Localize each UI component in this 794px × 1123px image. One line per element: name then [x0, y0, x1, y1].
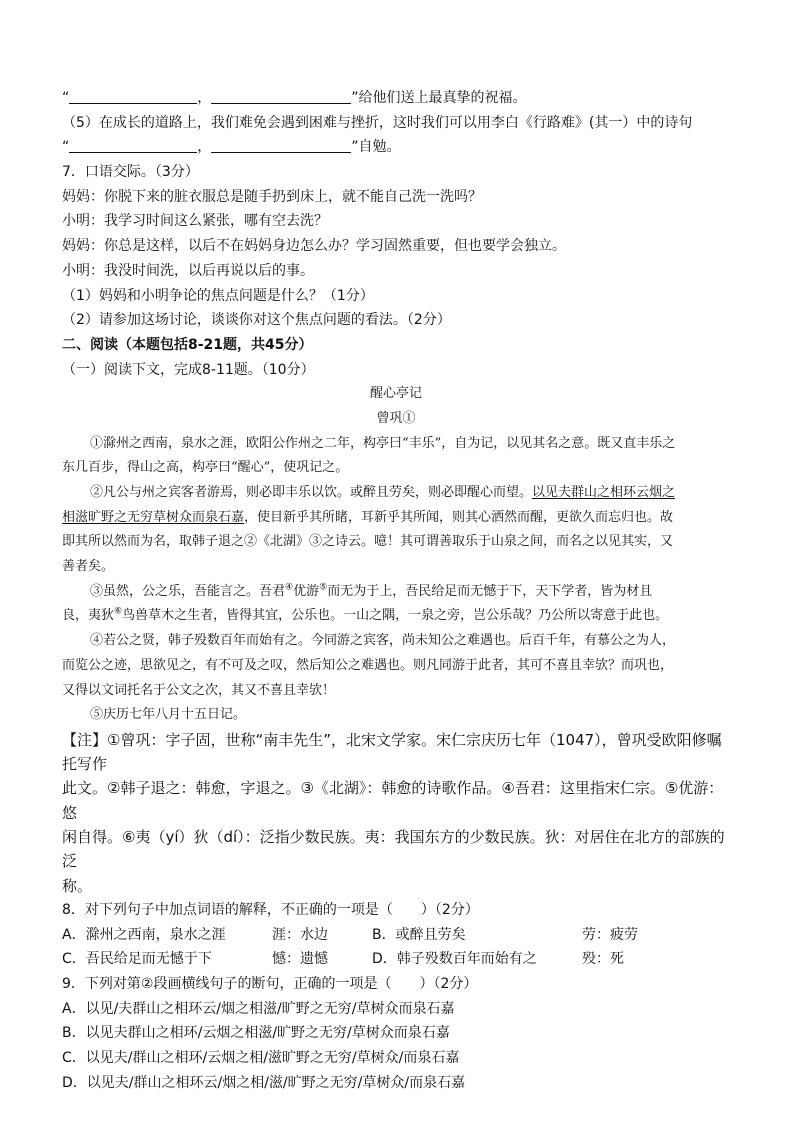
para-3-text: 优游	[293, 583, 320, 599]
para-2-cont	[62, 506, 730, 531]
q6-line-1	[62, 86, 730, 111]
note-line: 闲自得。⑥夷（yí）狄（dí）：泛指少数民族。夷：我国东方的少数民族。狄：对居住在北方的部族的泛	[62, 828, 725, 871]
comma: ，	[197, 139, 212, 156]
dialog-line: 妈妈：你总是这样，以后不在妈妈身边怎么办？学习固然重要，但也要学会独立。	[62, 238, 566, 255]
exam-page	[62, 86, 730, 1095]
answer-blank[interactable]	[69, 87, 197, 104]
article-author: 曾巩①	[376, 410, 416, 426]
option-c-gloss: 憾：遗憾	[272, 951, 328, 968]
para-2	[62, 481, 730, 506]
option-d-gloss: 殁：死	[582, 951, 624, 968]
para-4: ④若公之贤，韩子殁数百年而始有之。今同游之宾客，尚未知公之难遇也。后百千年，有慕公之为人，	[90, 633, 676, 649]
article-body	[62, 432, 730, 728]
option-a[interactable]: A．以见/夫群山之相环云/烟之相滋/旷野之无穷/草树众而泉石嘉	[62, 1000, 455, 1017]
q9-stem: 9．下列对第②段画横线句子的断句，正确的一项是（ ）（2分）	[62, 976, 478, 993]
para-3-text: 良，夷狄	[62, 608, 115, 624]
article-title: 醒心亭记	[369, 386, 422, 402]
option-b-gloss: 劳：疲劳	[582, 926, 638, 943]
note-line: 称。	[62, 876, 93, 895]
q8-stem: 8．对下列句子中加点词语的解释，不正确的一项是（ ）（2分）	[62, 901, 479, 918]
open-quote: “	[62, 139, 70, 156]
q6-tail: ”给他们送上最真挚的祝福。	[351, 90, 527, 106]
note-line: 此文。②韩子退之：韩愈，字退之。③《北湖》：韩愈的诗歌作品。④吾君：这里指宋仁宗。⑤优游：悠	[62, 779, 724, 822]
para-2-text: ，使目新乎其所睹，耳新乎其所闻，则其心洒然而醒，更欲久而忘归也。故	[244, 509, 674, 525]
option-a[interactable]: A．滁州之西南，泉水之涯	[62, 926, 226, 943]
para-2-cont: 善者矣。	[62, 559, 115, 575]
part-heading: （一）阅读下文，完成8-11题。（10分）	[62, 361, 315, 378]
footnotes	[62, 728, 730, 898]
para-3-text: 鸟兽草木之生者，皆得其宜，公乐也。一山之隅，一泉之旁，岂公乐哉？乃公所以寄意于此也。	[122, 608, 669, 624]
para-3-text: 而无为于上，吾民给足而无憾于下，天下学者，皆为材且	[327, 583, 653, 599]
option-b[interactable]: B．或醉且劳矣	[372, 926, 466, 943]
answer-blank[interactable]	[211, 87, 351, 104]
dialog-line: 妈妈：你脱下来的脏衣服总是随手扔到床上，就不能自己洗一洗吗？	[62, 188, 482, 205]
section-heading: 二、阅读（本题包括8-21题，共45分）	[62, 336, 313, 353]
option-b[interactable]: B．以见夫群山之相环/云烟之相滋/旷野之无穷/草树众而泉石嘉	[62, 1025, 450, 1042]
para-4-cont: 又得以文词托名于公文之次，其又不喜且幸欤！	[62, 682, 336, 698]
para-2-cont: 即其所以然而为名，取韩子退之②《北湖》③之诗云。噫！其可谓善取乐于山泉之间，而名之以见其实，又	[62, 534, 674, 550]
answer-blank[interactable]	[211, 136, 351, 153]
q6-sub5: （5）在成长的道路上，我们难免会遇到困难与挫折，这时我们可以用李白《行路难》(其一）中的诗句	[62, 114, 693, 131]
option-c[interactable]: C．吾民给足而无憾于下	[62, 951, 212, 968]
dialog-line: 小明：我学习时间这么紧张，哪有空去洗？	[62, 213, 328, 230]
dialog-line: 小明：我没时间洗，以后再说以后的事。	[62, 262, 314, 279]
option-c[interactable]: C．以见夫/群山之相环/云烟之相/滋旷野之无穷/草树众/而泉石嘉	[62, 1050, 460, 1067]
para-3	[62, 580, 730, 605]
open-quote: “	[62, 90, 70, 106]
para-4-cont: 而览公之迹，思欲见之，有不可及之叹，然后知公之难遇也。则凡同游于此者，其可不喜且幸欤？而巩也，	[62, 657, 674, 673]
q7-sub2: （2）请参加这场讨论，谈谈你对这个焦点问题的看法。（2分）	[62, 312, 451, 329]
note-line: 【注】①曾巩：字子固，世称“南丰先生”，北宋文学家。宋仁宗庆历七年（1047），曾巩受欧阳修嘱托写作	[62, 730, 722, 774]
para-3-text: ③虽然，公之乐，吾能言之。吾君	[90, 583, 286, 599]
q6-line-3	[62, 135, 730, 160]
para-1: ①滁州之西南，泉水之涯，欧阳公作州之二年，构亭曰“丰乐”，自为记，以见其名之意。既又直丰乐之	[90, 435, 676, 451]
q6-tail: ”自勉。	[351, 139, 401, 156]
footnote-marker: ⑥	[114, 607, 123, 618]
q8-options-row-1	[62, 923, 730, 948]
option-a-gloss: 涯：水边	[272, 926, 328, 943]
para-3-cont	[62, 604, 730, 629]
footnote-marker: ④	[285, 582, 294, 593]
underlined-sentence: 以见夫群山之相环云烟之	[532, 485, 676, 500]
q7-title: 7．口语交际。（3分）	[62, 164, 199, 181]
underlined-sentence: 相滋旷野之无穷草树众而泉石嘉	[62, 509, 245, 525]
para-5: ⑤庆历七年八月十五日记。	[90, 707, 247, 723]
footnote-marker: ⑤	[319, 582, 328, 593]
option-d[interactable]: D．以见夫/群山之相环云/烟之相/滋/旷野之无穷/草树众/而泉石嘉	[62, 1074, 466, 1091]
para-2-text: ②凡公与州之宾客者游焉，则必即丰乐以饮。或醉且劳矣，则必即醒心而望。	[90, 485, 533, 500]
q7-sub1: （1）妈妈和小明争论的焦点问题是什么？（1分）	[62, 287, 374, 304]
q8-options-row-2	[62, 947, 730, 972]
option-d[interactable]: D．韩子殁数百年而始有之	[372, 951, 537, 968]
comma: ，	[197, 90, 212, 106]
para-1-cont: 东几百步，得山之高，构亭曰“醒心”，使巩记之。	[62, 460, 349, 476]
answer-blank[interactable]	[69, 136, 197, 153]
